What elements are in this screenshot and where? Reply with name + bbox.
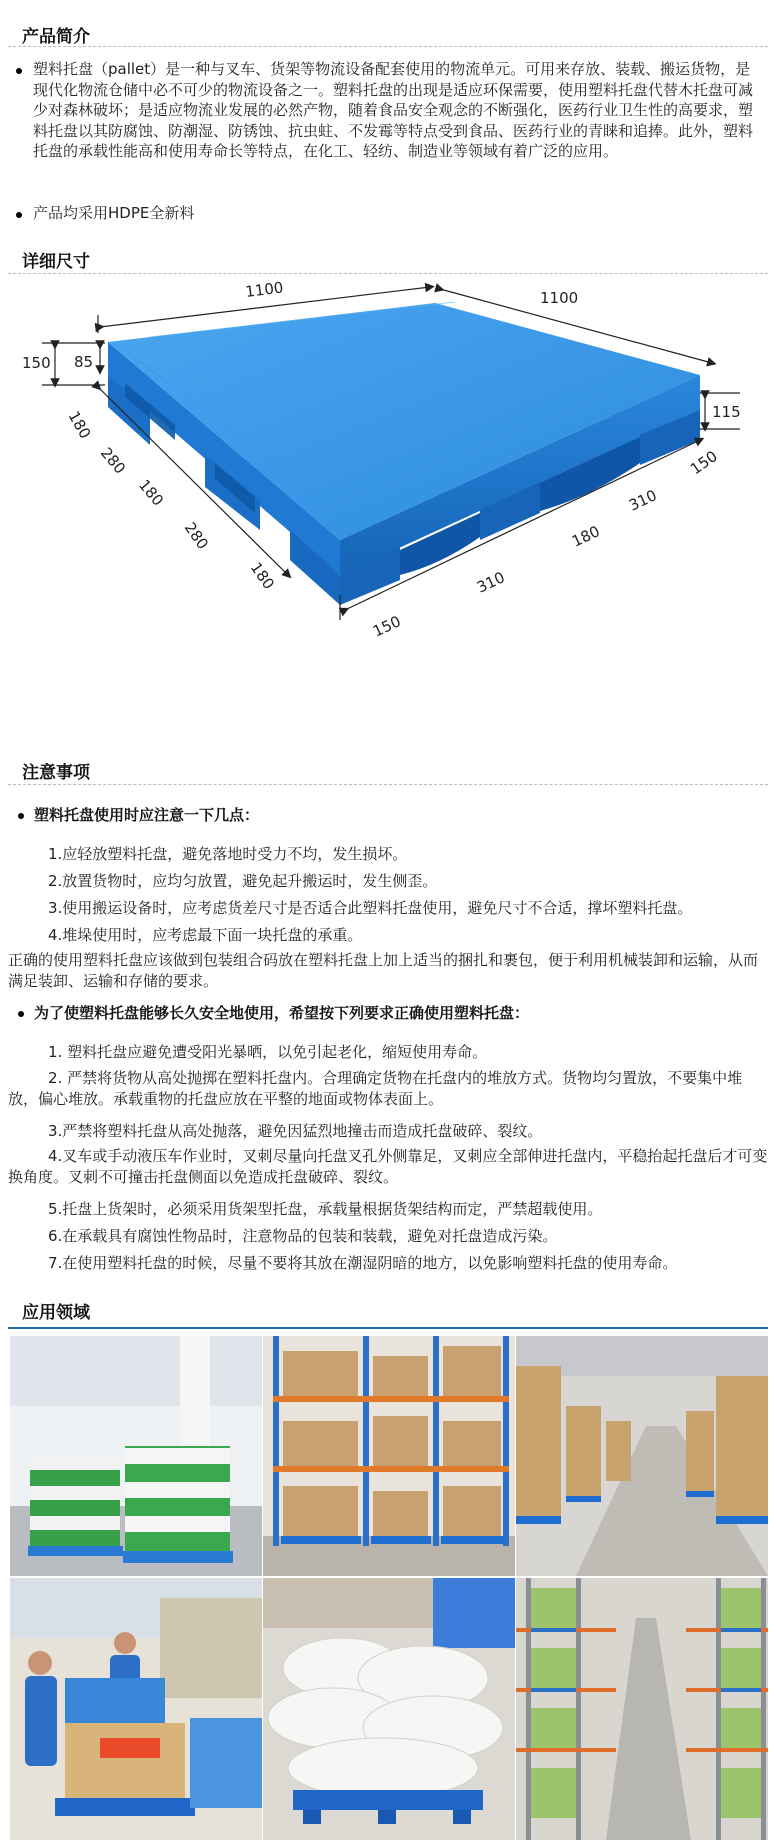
section-title-apps: 应用领域	[22, 1303, 90, 1323]
section-title-intro: 产品简介	[22, 27, 90, 47]
dim-label: 310	[626, 486, 660, 515]
notes-paragraph: 正确的使用塑料托盘应该做到包装组合码放在塑料托盘上加上适当的捆扎和裹包，便于利用机械装卸和运输，从而满足装卸、运输和存储的要求。	[8, 951, 759, 990]
dim-label: 280	[180, 518, 212, 553]
note-item: 4.堆垛使用时，应考虑最下面一块托盘的承重。	[48, 926, 363, 944]
divider	[8, 273, 768, 274]
bullet-dot	[18, 1011, 24, 1017]
notes-heading-2: 为了使塑料托盘能够长久安全地使用，希望按下列要求正确使用塑料托盘：	[34, 1004, 530, 1022]
bullet-dot	[16, 212, 22, 218]
dim-label: 150	[370, 612, 404, 641]
rule-item: 4.叉车或手动液压车作业时，叉刺尽量向托盘叉孔外侧靠足，叉刺应全部伸进托盘内，平稳抬起托盘后才可变换角度。叉刺不可撞击托盘侧面以免造成托盘破碎、裂纹。	[8, 1147, 768, 1186]
rack-warehouse-photo	[263, 1336, 515, 1576]
section-title-size: 详细尺寸	[22, 252, 90, 272]
note-item: 2.放置货物时，应均匀放置，避免起升搬运时，发生侧歪。	[48, 872, 438, 890]
dim-label: 115	[712, 403, 741, 421]
dim-label: 85	[74, 353, 94, 371]
divider	[8, 46, 768, 47]
rule-item: 6.在承载具有腐蚀性物品时，注意物品的包装和装载，避免对托盘造成污染。	[48, 1227, 558, 1245]
dim-label: 150	[22, 354, 51, 372]
pallet-illustration	[108, 302, 700, 605]
store-staff-water-photo	[10, 1578, 262, 1840]
dim-label: 180	[246, 558, 278, 593]
dim-label: 180	[134, 476, 168, 510]
bullet-dot	[16, 68, 22, 74]
bullet-dot	[18, 813, 24, 819]
notes-heading-1: 塑料托盘使用时应注意一下几点：	[34, 806, 260, 824]
warehouse-green-boxes-photo	[10, 1336, 262, 1576]
section-title-notes: 注意事项	[22, 763, 90, 783]
rule-item: 2. 严禁将货物从高处抛掷在塑料托盘内。合理确定货物在托盘内的堆放方式。货物均匀置放，不要集中堆放，偏心堆放。承载重物的托盘应放在平整的地面或物体表面上。	[8, 1069, 743, 1108]
note-item: 1.应轻放塑料托盘，避免落地时受力不均，发生损坏。	[48, 845, 408, 863]
rule-item: 5.托盘上货架时，必须采用货架型托盘，承载量根据货架结构而定，严禁超载使用。	[48, 1200, 603, 1218]
apps-divider	[8, 1327, 768, 1329]
dim-label: 310	[474, 568, 508, 597]
white-sacks-photo	[263, 1578, 515, 1840]
dim-label: 1100	[244, 278, 285, 301]
dim-label: 180	[64, 408, 95, 442]
tall-rack-aisle-photo	[516, 1578, 768, 1840]
rule-item: 1. 塑料托盘应避免遭受阳光暴晒，以免引起老化，缩短使用寿命。	[48, 1043, 488, 1061]
rule-item: 3.严禁将塑料托盘从高处抛落，避免因猛烈地撞击而造成托盘破碎、裂纹。	[48, 1122, 543, 1140]
intro-paragraph: 塑料托盘（pallet）是一种与叉车、货架等物流设备配套使用的物流单元。可用来存放、装载、搬运货物，是现代化物流仓储中必不可少的物流设备之一。塑料托盘的出现是适应环保需要，使用塑料托盘代替木托盘可减少对森林破坏；是适应物流业发展的必然产物，随着食品安全观念的不断强化，医药行业卫生性的高要求，塑料托盘以其防腐蚀、防潮湿、防锈蚀、抗虫蛀、不发霉等特点受到食品、医药行业的青睐和追捧。此外，塑料托盘的承载性能高和使用寿命长等特点，在化工、轻纺、制造业等领域有着广泛的应用。	[33, 60, 754, 160]
note-item: 3.使用搬运设备时，应考虑货差尺寸是否适合此塑料托盘使用，避免尺寸不合适，撑坏塑料托盘。	[48, 899, 693, 917]
dim-label: 1100	[540, 289, 579, 307]
rule-item: 7.在使用塑料托盘的时候，尽量不要将其放在潮湿阴暗的地方，以免影响塑料托盘的使用寿命。	[48, 1254, 678, 1272]
dim-label: 180	[569, 522, 603, 551]
large-warehouse-photo	[516, 1336, 768, 1576]
dim-label: 280	[96, 444, 130, 478]
dim-label: 150	[686, 447, 721, 479]
pallet-dimension-diagram	[0, 275, 776, 735]
intro-material: 产品均采用HDPE全新料	[33, 204, 195, 222]
divider	[8, 784, 768, 785]
